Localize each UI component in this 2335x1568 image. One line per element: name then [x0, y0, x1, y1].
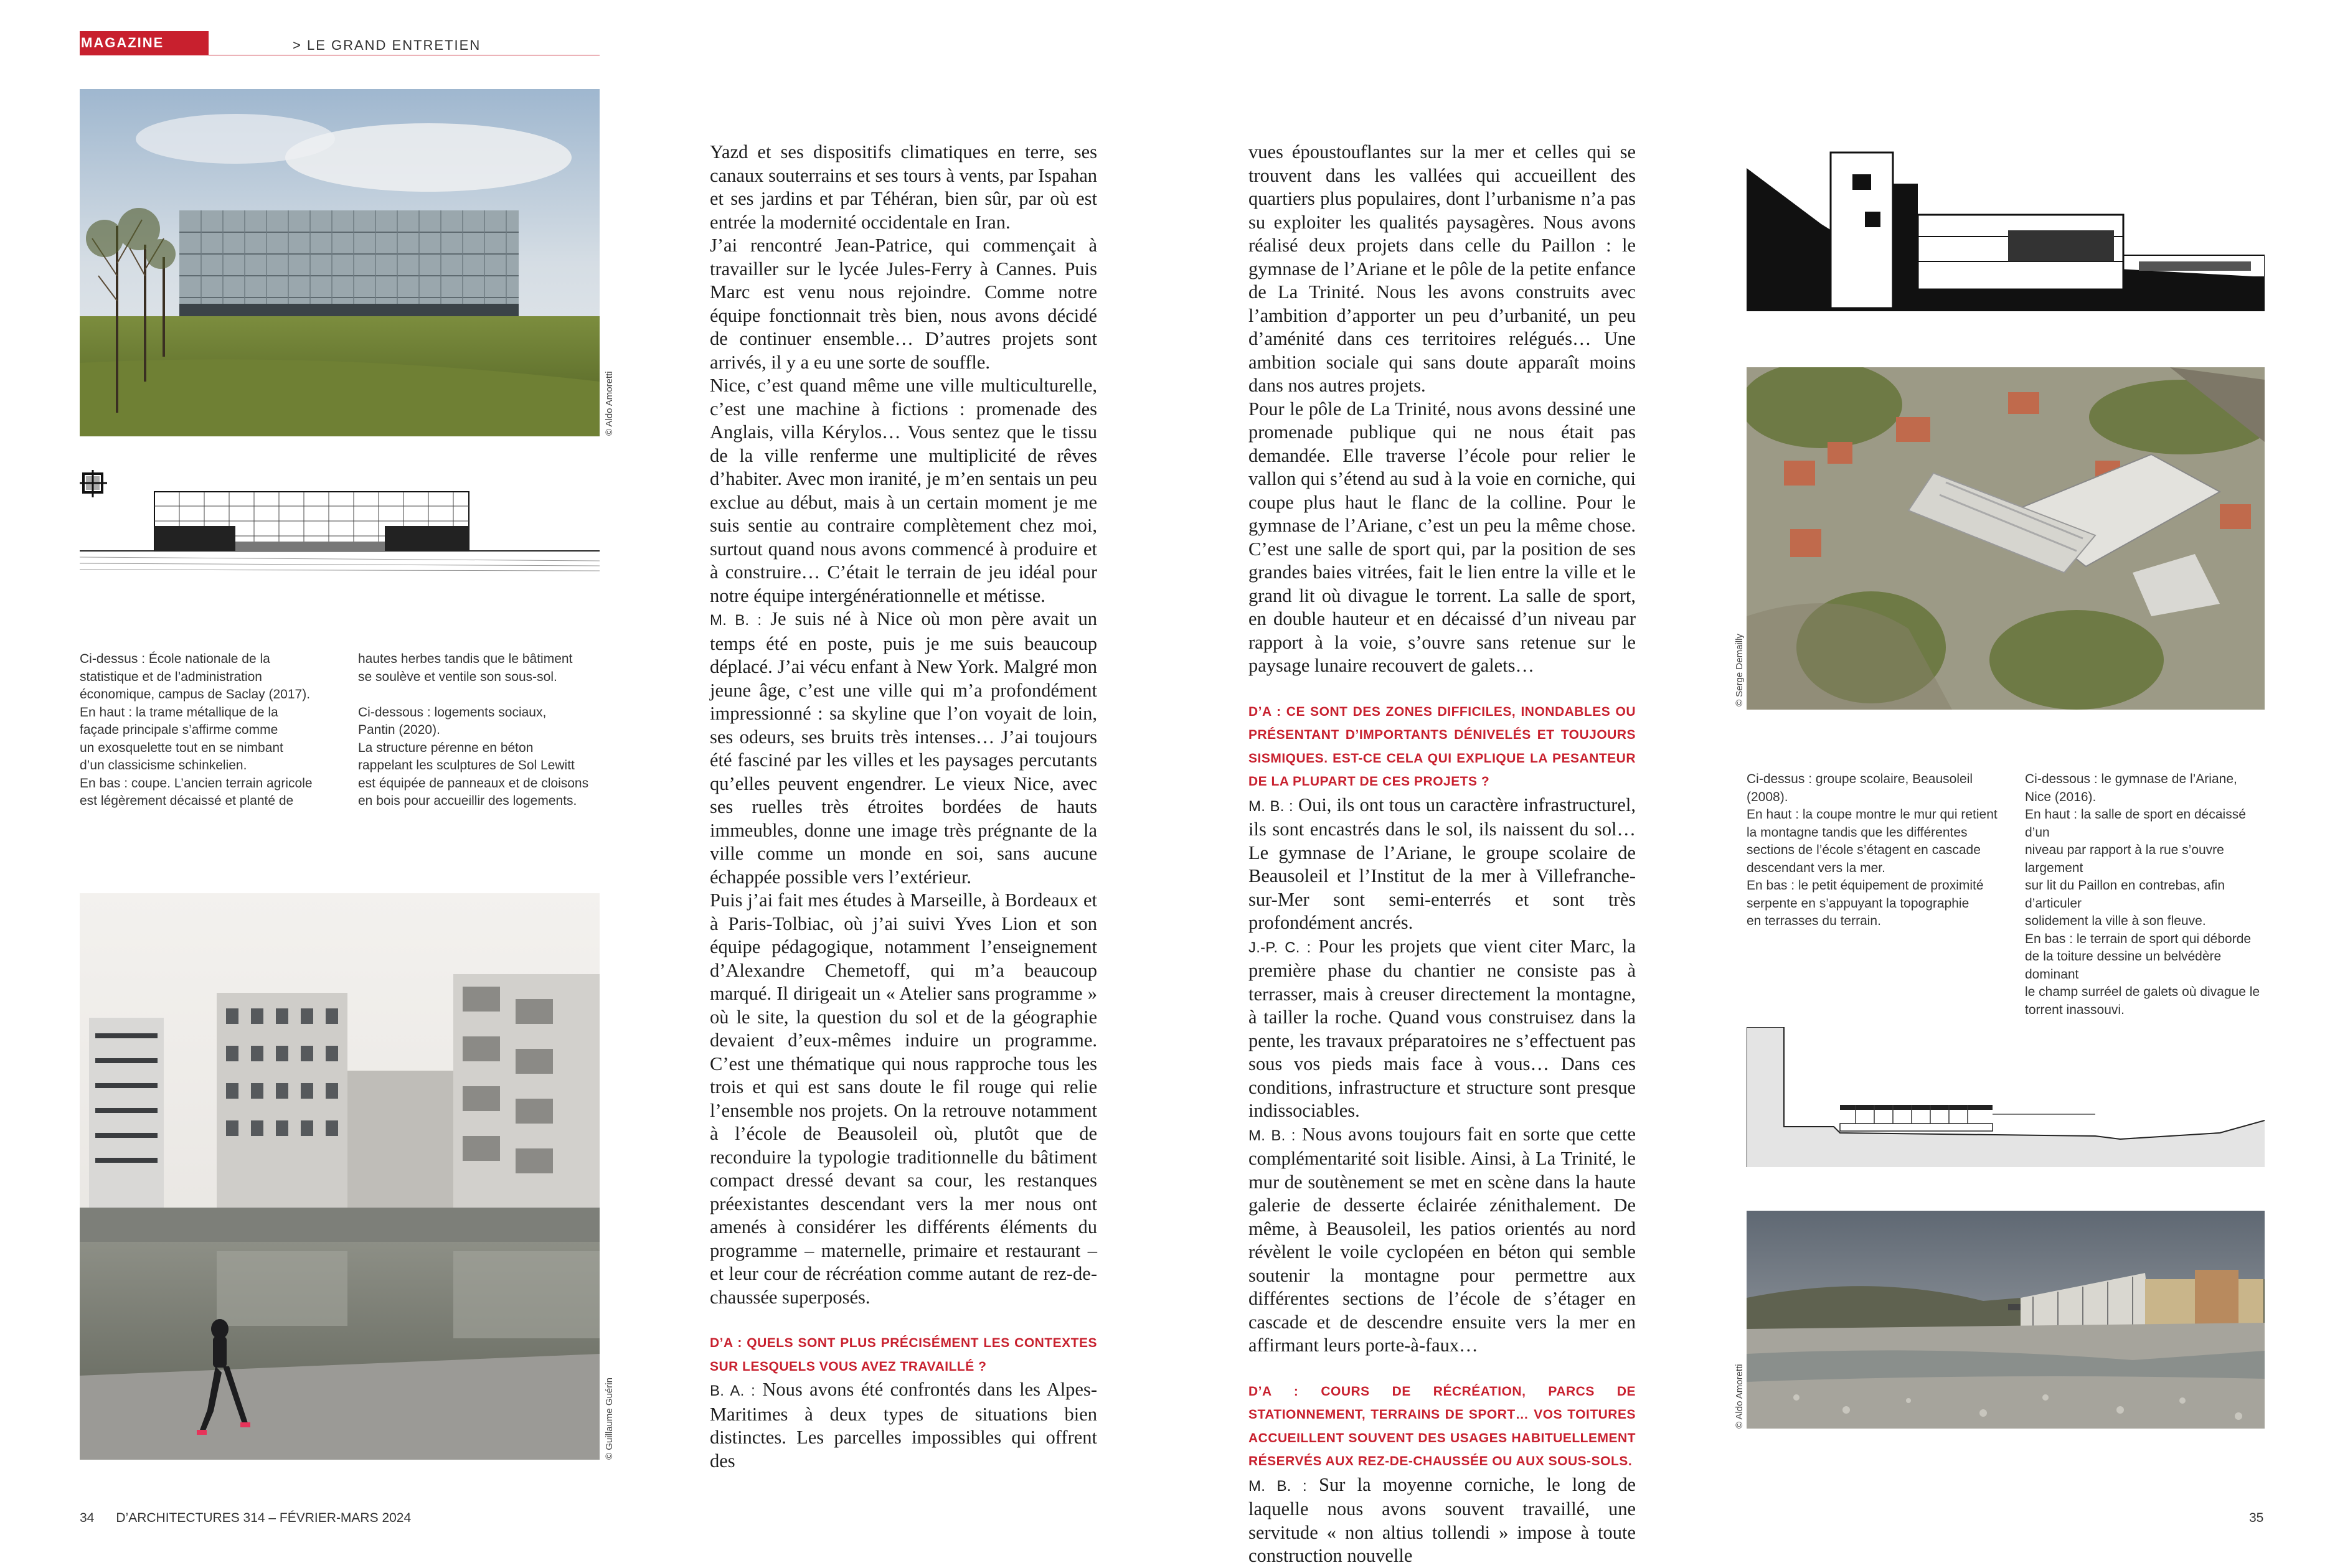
caption-line: En haut : la coupe montre le mur qui retient: [1747, 807, 1998, 822]
paragraph: J’ai rencontré Jean-Patrice, qui commençait à travailler sur le lycée Jules-Ferry à Cannes. Puis Marc est venu nous rejoindre. Comme notre équipe fonctionnait très bien, nous avons décidé de continuer ensemble… D’autres projets sont arrivés, il y a eu une sorte de souffle.: [710, 235, 1097, 373]
paragraph: Nice, c’est quand même une ville multiculturelle, c’est une machine à fictions : promenade des Anglais, villa Kérylos… Vous sentez que le tissu de la ville renferme une multiplicité de rêves d’habiter. Avec mon iranité, je m’en sentais un peu exclue au début, mais à un certain moment je me suis sentie au contraire complètement chez moi, surtout quand nous avons commencé à produire et à construire… C’était le terrain de jeu idéal pour notre équipe intergénérationnelle et métisse.: [710, 375, 1097, 606]
caption-line: en terrasses du terrain.: [1747, 914, 1881, 928]
paragraph: Puis j’ai fait mes études à Marseille, à Bordeaux et à Paris-Tolbiac, où j’ai suivi Yves Lion et son équipe pédagogique, notamment l’enseignement d’Alexandre Chemetoff, qui m’a beaucoup marqué. Il dirigeait un « Atelier sans programme » où le site, la question du sol et de la géographie devaient d’eux-mêmes induire un programme. C’est une thématique qui nous rapproche tous les trois et qui est sans doute le fil rouge qui relie l’ensemble nos projets. On la retrouve notamment à l’école de Beausoleil où, plutôt que de reconduire la typologie traditionnelle du bâtiment compact dressé devant sa cour, les restanques préexistantes descendant vers la mer nous ont amenés à considérer les différents éléments du programme – maternelle, primaire et restaurant – et leur cour de récréation comme autant de rez-de-chaussée superposés.: [710, 890, 1097, 1308]
speaker-label: M. B. :: [710, 612, 762, 629]
caption-line: d’un classicisme schinkelien.: [80, 758, 247, 772]
paragraph-text: Je suis né à Nice où mon père avait un temps été en poste, puis je me suis beaucoup déplacé. J’ai vécu enfant à New York. Malgré mon jeune âge, c’est une ville qui m’a profondément impressionné : sa skyline que l’on voyait de loin, ses odeurs, ses bruits très intenses… J’ai toujours été fasciné par les villes et les paysages percutants qu’elles peuvent engendrer. Le vieux Nice, avec ses ruelles très étroites bordées de hauts immeubles, donne une image très prégnante de la ville comme un monde en soi, sans aucune échappée possible vers l’extérieur.: [710, 608, 1098, 888]
paragraph: [710, 608, 1097, 889]
caption-line: torrent inassouvi.: [2025, 1002, 2125, 1017]
caption-line: En bas : le petit équipement de proximité: [1747, 878, 1984, 893]
paragraph: [710, 1378, 1097, 1473]
caption-right-b: [2025, 771, 2274, 1019]
caption-line: en bois pour accueillir des logements.: [358, 794, 577, 808]
photo-credit: © Aldo Amoretti: [1734, 1364, 1745, 1429]
caption-line: sur lit du Paillon en contrebas, afin d’articuler: [2025, 878, 2225, 911]
photo-ecole-statistique: [80, 89, 600, 436]
paragraph: [1248, 1123, 1636, 1358]
section-drawing-ariane: [1747, 1027, 2265, 1167]
caption-line: économique, campus de Saclay (2017).: [80, 687, 311, 702]
caption-line: descendant vers la mer.: [1747, 860, 1885, 875]
paragraph: [1248, 794, 1636, 935]
photo-credit: © Guillaume Guérin: [604, 1378, 615, 1460]
caption-line: sections de l’école s’étagent en cascade: [1747, 843, 1981, 857]
caption-right-a: [1747, 771, 2021, 931]
caption-left-b: [358, 650, 601, 810]
caption-line: En bas : le terrain de sport qui déborde: [2025, 931, 2252, 946]
caption-line: (2008).: [1747, 789, 1788, 804]
caption-line: solidement la ville à son fleuve.: [2025, 914, 2206, 928]
caption-line: la montagne tandis que les différentes: [1747, 825, 1968, 840]
caption-line: Ci-dessous : logements sociaux,: [358, 705, 547, 720]
caption-line: rappelant les sculptures de Sol Lewitt: [358, 758, 575, 772]
caption-line: Ci-dessus : groupe scolaire, Beausoleil: [1747, 772, 1973, 786]
paragraph: [1248, 1473, 1636, 1568]
section-title: > LE GRAND ENTRETIEN: [293, 37, 481, 53]
paragraph: vues époustouflantes sur la mer et celles qui se trouvent dans les vallées qui accueillent des quartiers plus populaires, dont l’urbanisme n’a pas su exploiter les qualités paysagères. Nous avons réalisé deux projets dans celle du Paillon : le gymnase de l’Ariane et le pôle de la petite enfance de La Trinité. Nous les avons construits avec l’ambition d’apporter un peu d’urbanité, un peu d’aménité dans ces territoires relégués… Une ambition sociale qui sans doute apparaît moins dans nos autres projets.: [1248, 141, 1636, 396]
speaker-label: M. B. :: [1248, 1127, 1296, 1144]
caption-line: de la toiture dessine un belvédère dominant: [2025, 949, 2222, 982]
caption-line: Ci-dessous : le gymnase de l’Ariane,: [2025, 772, 2237, 786]
section-drawing-beausoleil: [1747, 149, 2265, 311]
folio-left: 34 D’ARCHITECTURES 314 – FÉVRIER-MARS 2024: [80, 1511, 412, 1525]
interview-question: D’A : CE SONT DES ZONES DIFFICILES, INONDABLES OU PRÉSENTANT D’IMPORTANTS DÉNIVELÉS ET TOUJOURS SISMIQUES. EST-CE CELA QUI EXPLIQUE LA PESANTEUR DE LA PLUPART DE CES PROJETS ?: [1248, 704, 1636, 789]
paragraph-text: Sur la moyenne corniche, le long de laquelle nous avons souvent travaillé, une servitude « non altius tollendi » impose à toute construction nouvelle: [1248, 1473, 1636, 1566]
paragraph-text: Nous avons été confrontés dans les Alpes-Maritimes à deux types de situations bien distinctes. Les parcelles impossibles qui offrent des: [710, 1379, 1097, 1472]
caption-line: façade principale s’affirme comme: [80, 723, 278, 737]
caption-line: En bas : coupe. L’ancien terrain agricole: [80, 776, 313, 791]
paragraph: Pour le pôle de La Trinité, nous avons dessiné une promenade publique qui ne nous était pas demandée. Elle traverse l’école pour relier le vallon qui s’étend au sud à la voie en corniche, qui coupe plus haut le flanc de la colline. Pour le gymnase de l’Ariane, c’est un peu la même chose. C’est une salle de sport qui, par la position de ses grandes baies vitrées, fait le lien entre la ville et le grand lit où divague le torrent. La salle de sport, en double hauteur et en décaissé d’un niveau par rapport à la voie, s’ouvre sans retenue sur le paysage lunaire recouvert de galets…: [1248, 398, 1636, 676]
caption-line: statistique et de l’administration: [80, 669, 262, 684]
caption-line: Ci-dessus : École nationale de la: [80, 652, 270, 666]
caption-left-a: [80, 650, 354, 810]
paragraph-text: Oui, ils ont tous un caractère infrastructurel, ils sont encastrés dans le sol, ils naissent du sol… Le gymnase de l’Ariane, le groupe scolaire de Beausoleil et l’Institut de la mer à Villefranche-sur-Mer sont semi-enterrés et sont très profondément ancrés.: [1248, 794, 1636, 933]
caption-line: niveau par rapport à la rue s’ouvre largement: [2025, 843, 2224, 875]
interview-question: D’A : COURS DE RÉCRÉATION, PARCS DE STATIONNEMENT, TERRAINS DE SPORT… VOS TOITURES ACCUEILLENT SOUVENT DES USAGES HABITUELLEMENT RÉSERVÉS AUX REZ-DE-CHAUSSÉE OU AUX SOUS-SOLS.: [1248, 1384, 1636, 1468]
interview-question: D’A : QUELS SONT PLUS PRÉCISÉMENT LES CONTEXTES SUR LESQUELS VOUS AVEZ TRAVAILLÉ ?: [710, 1336, 1097, 1374]
photo-credit: © Aldo Amoretti: [604, 371, 615, 436]
caption-line: un exosquelette tout en se nimbant: [80, 740, 283, 755]
section-drawing-ecole: [80, 470, 600, 579]
article-column-2: [1248, 141, 1636, 1568]
speaker-label: B. A. :: [710, 1383, 755, 1399]
caption-line: serpente en s’appuyant la topographie: [1747, 896, 1969, 911]
folio-right: 35: [2249, 1511, 2264, 1525]
magazine-tag: MAGAZINE: [80, 31, 209, 55]
speaker-label: M. B. :: [1248, 797, 1293, 815]
paragraph: Yazd et ses dispositifs climatiques en terre, ses canaux souterrains et ses tours à vents, par Ispahan et ses jardins et par Téhéran, bien sûr, par où est entrée la modernité occidentale en Iran.: [710, 141, 1097, 233]
photo-beausoleil-aerial: [1747, 367, 2265, 710]
caption-line: En haut : la salle de sport en décaissé d’un: [2025, 807, 2246, 840]
caption-line: Pantin (2020).: [358, 723, 440, 737]
photo-credit: © Serge Demailly: [1734, 634, 1745, 707]
speaker-label: M. B. :: [1248, 1477, 1307, 1495]
caption-line: En haut : la trame métallique de la: [80, 705, 278, 720]
speaker-label: J.-P. C. :: [1248, 939, 1311, 956]
paragraph-text: Nous avons toujours fait en sorte que cette complémentarité soit lisible. Ainsi, à La Trinité, le mur de soutènement se met en scène dans la haute galerie de desserte éclairée zénithalement. De même, à Beausoleil, les patios orientés au nord révèlent le voile cyclopéen en béton qui semble soutenir la montagne pour permettre aux différentes sections de l’école de s’étager en cascade et de descendre ensuite vers la mer en affirmant leurs porte-à-faux…: [1248, 1123, 1636, 1356]
caption-line: le champ surréel de galets où divague le: [2025, 985, 2260, 999]
caption-line: [358, 686, 601, 704]
photo-logements-pantin: [80, 893, 600, 1460]
caption-line: Nice (2016).: [2025, 789, 2097, 804]
caption-line: se soulève et ventile son sous-sol.: [358, 669, 557, 684]
caption-line: La structure pérenne en béton: [358, 740, 534, 755]
paragraph-text: Pour les projets que vient citer Marc, la première phase du chantier ne consiste pas à terrasser, mais à creuser directement la montagne, à tailler la roche. Quand vous construisez dans la pente, les travaux préparatoires ne s’effectuent pas sous vos pieds mais face à vous… Dans ces conditions, infrastructure et structure sont presque indissociables.: [1248, 935, 1636, 1121]
caption-line: hautes herbes tandis que le bâtiment: [358, 652, 573, 666]
caption-line: est équipée de panneaux et de cloisons: [358, 776, 589, 791]
photo-gymnase-ariane: [1747, 1211, 2265, 1429]
article-column-1: [710, 141, 1097, 1473]
paragraph: [1248, 935, 1636, 1123]
caption-line: est légèrement décaissé et planté de: [80, 794, 294, 808]
